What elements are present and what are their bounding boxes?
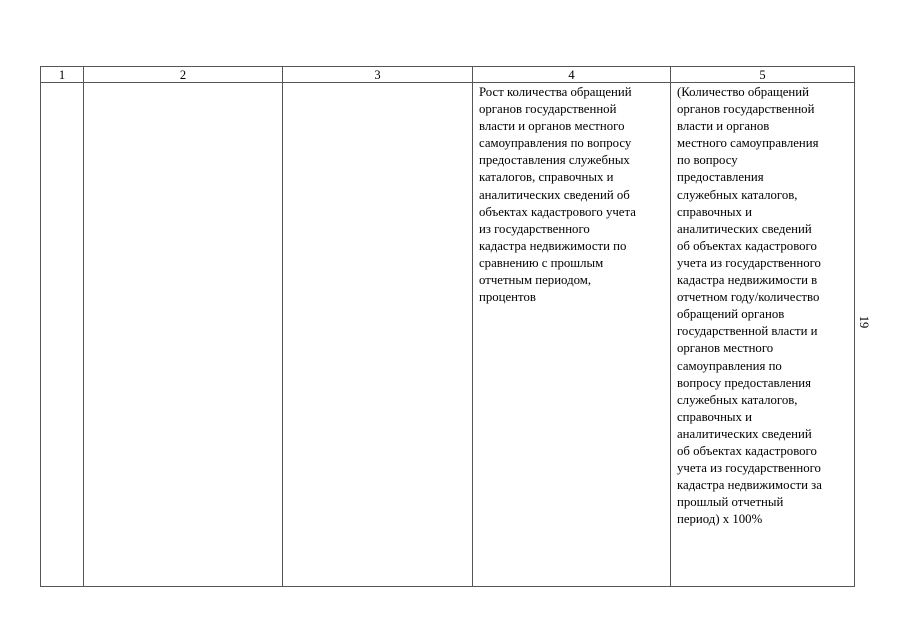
table-row xyxy=(41,83,855,587)
page-number: 19 xyxy=(857,315,871,329)
header-col-3: 3 xyxy=(283,67,473,83)
header-col-1: 1 xyxy=(41,67,84,83)
header-col-5: 5 xyxy=(671,67,855,83)
cell-formula: (Количество обращений органов государственной власти и органов местного самоуправления по вопросу предоставления служебных каталогов, справочных и аналитических сведений об объектах кадастрового учета из государственного кадастра недвижимости в отчетном году/количество обращений органов государственной власти и органов местного самоуправления по вопросу предоставления служебных каталогов, справочных и аналитических сведений об объектах кадастрового учета из государственного кадастра недвижимости за прошлый отчетный период) x 100% xyxy=(671,83,855,587)
indicator-table xyxy=(40,66,855,587)
cell-col-2 xyxy=(84,83,283,587)
header-col-2: 2 xyxy=(84,67,283,83)
header-col-4: 4 xyxy=(473,67,671,83)
cell-col-1 xyxy=(41,83,84,587)
cell-indicator-name: Рост количества обращений органов государственной власти и органов местного самоуправления по вопросу предоставления служебных каталогов, справочных и аналитических сведений об объектах кадастрового учета из государственного кадастра недвижимости по сравнению с прошлым отчетным периодом, процентов xyxy=(473,83,671,587)
cell-col-3 xyxy=(283,83,473,587)
table-header-row xyxy=(41,67,855,83)
